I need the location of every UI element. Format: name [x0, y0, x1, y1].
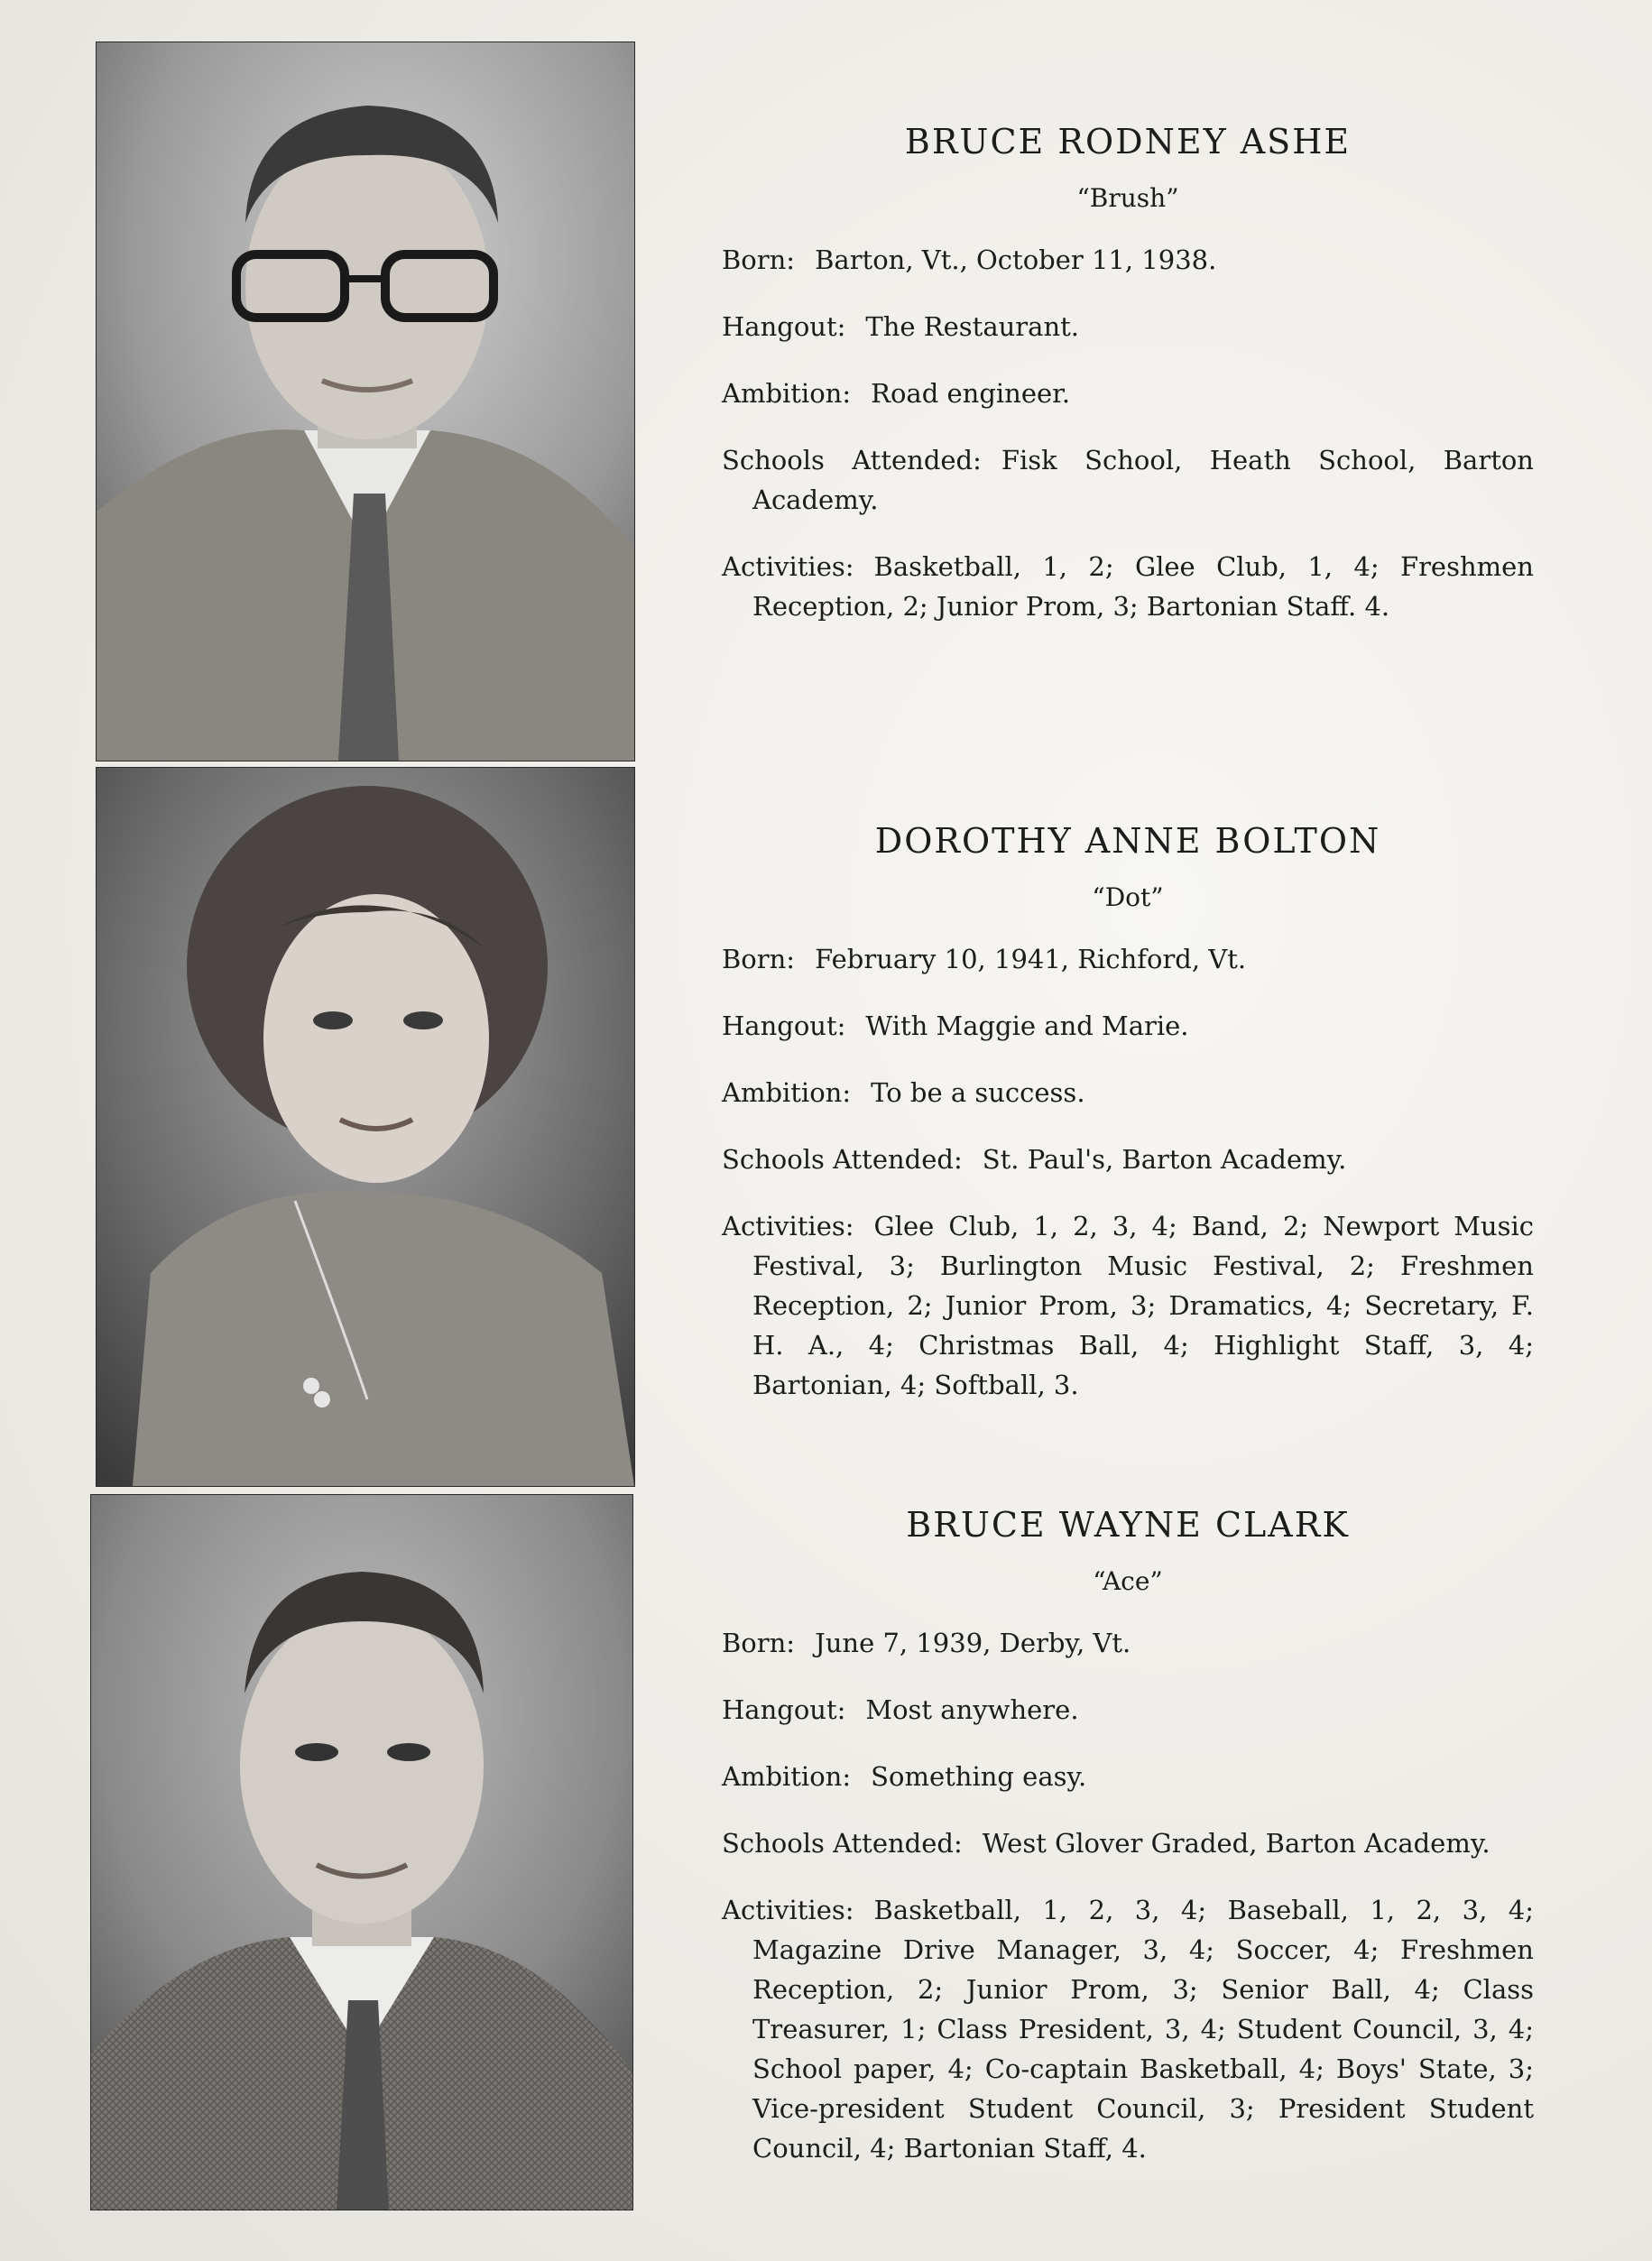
- ambition-value: Something easy.: [871, 1761, 1087, 1792]
- ambition-field: [722, 374, 1534, 413]
- born-label: Born:: [722, 944, 796, 974]
- ambition-value: To be a success.: [871, 1077, 1085, 1108]
- hangout-value: The Restaurant.: [865, 311, 1079, 342]
- student-entry-bolton: [722, 821, 1534, 1432]
- portrait-photo-ashe: [96, 42, 635, 761]
- hangout-label: Hangout:: [722, 311, 846, 342]
- ambition-field: [722, 1073, 1534, 1112]
- schools-field: [722, 1140, 1534, 1179]
- hangout-value: Most anywhere.: [865, 1694, 1079, 1725]
- activities-field: [722, 1890, 1534, 2168]
- activities-value: Glee Club, 1, 2, 3, 4; Band, 2; Newport Music Festival, 3; Burlington Music Festival, 2; Freshmen Reception, 2; Junior Prom, 3; Dramatics, 4; Secretary, F. H. A., 4; Christmas Ball, 4; Highlight Staff, 3, 4; Bartonian, 4; Softball, 3.: [752, 1211, 1534, 1400]
- activities-value: Basketball, 1, 2, 3, 4; Baseball, 1, 2, 3, 4; Magazine Drive Manager, 3, 4; Soccer, 4; Freshmen Reception, 2; Junior Prom, 3; Senior Ball, 4; Class Treasurer, 1; Class President, 3, 4; Student Council, 3, 4; School paper, 4; Co-captain Basketball, 4; Boys' State, 3; Vice-president Student Council, 3; President Student Council, 4; Bartonian Staff, 4.: [752, 1895, 1534, 2164]
- schools-value: St. Paul's, Barton Academy.: [982, 1144, 1347, 1175]
- portrait-photo-clark: [90, 1494, 633, 2210]
- activities-label: Activities:: [722, 551, 854, 582]
- student-name: BRUCE WAYNE CLARK: [906, 1505, 1350, 1545]
- ambition-label: Ambition:: [722, 1077, 852, 1108]
- born-value: June 7, 1939, Derby, Vt.: [815, 1628, 1131, 1658]
- hangout-label: Hangout:: [722, 1694, 846, 1725]
- hangout-field: [722, 1690, 1534, 1730]
- schools-field: [722, 1823, 1534, 1863]
- hangout-field: [722, 1006, 1534, 1046]
- schools-label: Schools Attended:: [722, 1144, 963, 1175]
- schools-value: West Glover Graded, Barton Academy.: [982, 1828, 1490, 1859]
- activities-label: Activities:: [722, 1895, 854, 1925]
- born-field: [722, 939, 1534, 979]
- activities-field: [722, 1206, 1534, 1405]
- ambition-field: [722, 1757, 1534, 1796]
- student-nickname: “Brush”: [1076, 183, 1179, 213]
- born-label: Born:: [722, 245, 796, 275]
- born-field: [722, 240, 1534, 280]
- portrait-photo-bolton: [96, 767, 635, 1487]
- schools-value: Fisk School, Heath School, Barton Academy.: [752, 445, 1534, 515]
- ambition-label: Ambition:: [722, 1761, 852, 1792]
- hangout-value: With Maggie and Marie.: [865, 1011, 1189, 1041]
- born-value: February 10, 1941, Richford, Vt.: [815, 944, 1247, 974]
- student-nickname: “Ace”: [1093, 1566, 1163, 1596]
- activities-label: Activities:: [722, 1211, 854, 1241]
- student-nickname: “Dot”: [1092, 882, 1164, 912]
- born-field: [722, 1623, 1534, 1663]
- hangout-field: [722, 307, 1534, 346]
- hangout-label: Hangout:: [722, 1011, 846, 1041]
- born-value: Barton, Vt., October 11, 1938.: [815, 245, 1217, 275]
- schools-field: [722, 440, 1534, 520]
- student-entry-ashe: [722, 122, 1534, 653]
- schools-label: Schools Attended:: [722, 1828, 963, 1859]
- ambition-label: Ambition:: [722, 378, 852, 409]
- student-entry-clark: [722, 1505, 1534, 2195]
- born-label: Born:: [722, 1628, 796, 1658]
- activities-value: Basketball, 1, 2; Glee Club, 1, 4; Freshmen Reception, 2; Junior Prom, 3; Bartonian Staff. 4.: [752, 551, 1534, 622]
- activities-field: [722, 547, 1534, 626]
- ambition-value: Road engineer.: [871, 378, 1071, 409]
- schools-label: Schools Attended:: [722, 445, 982, 475]
- student-name: DOROTHY ANNE BOLTON: [874, 821, 1381, 861]
- student-name: BRUCE RODNEY ASHE: [904, 122, 1352, 162]
